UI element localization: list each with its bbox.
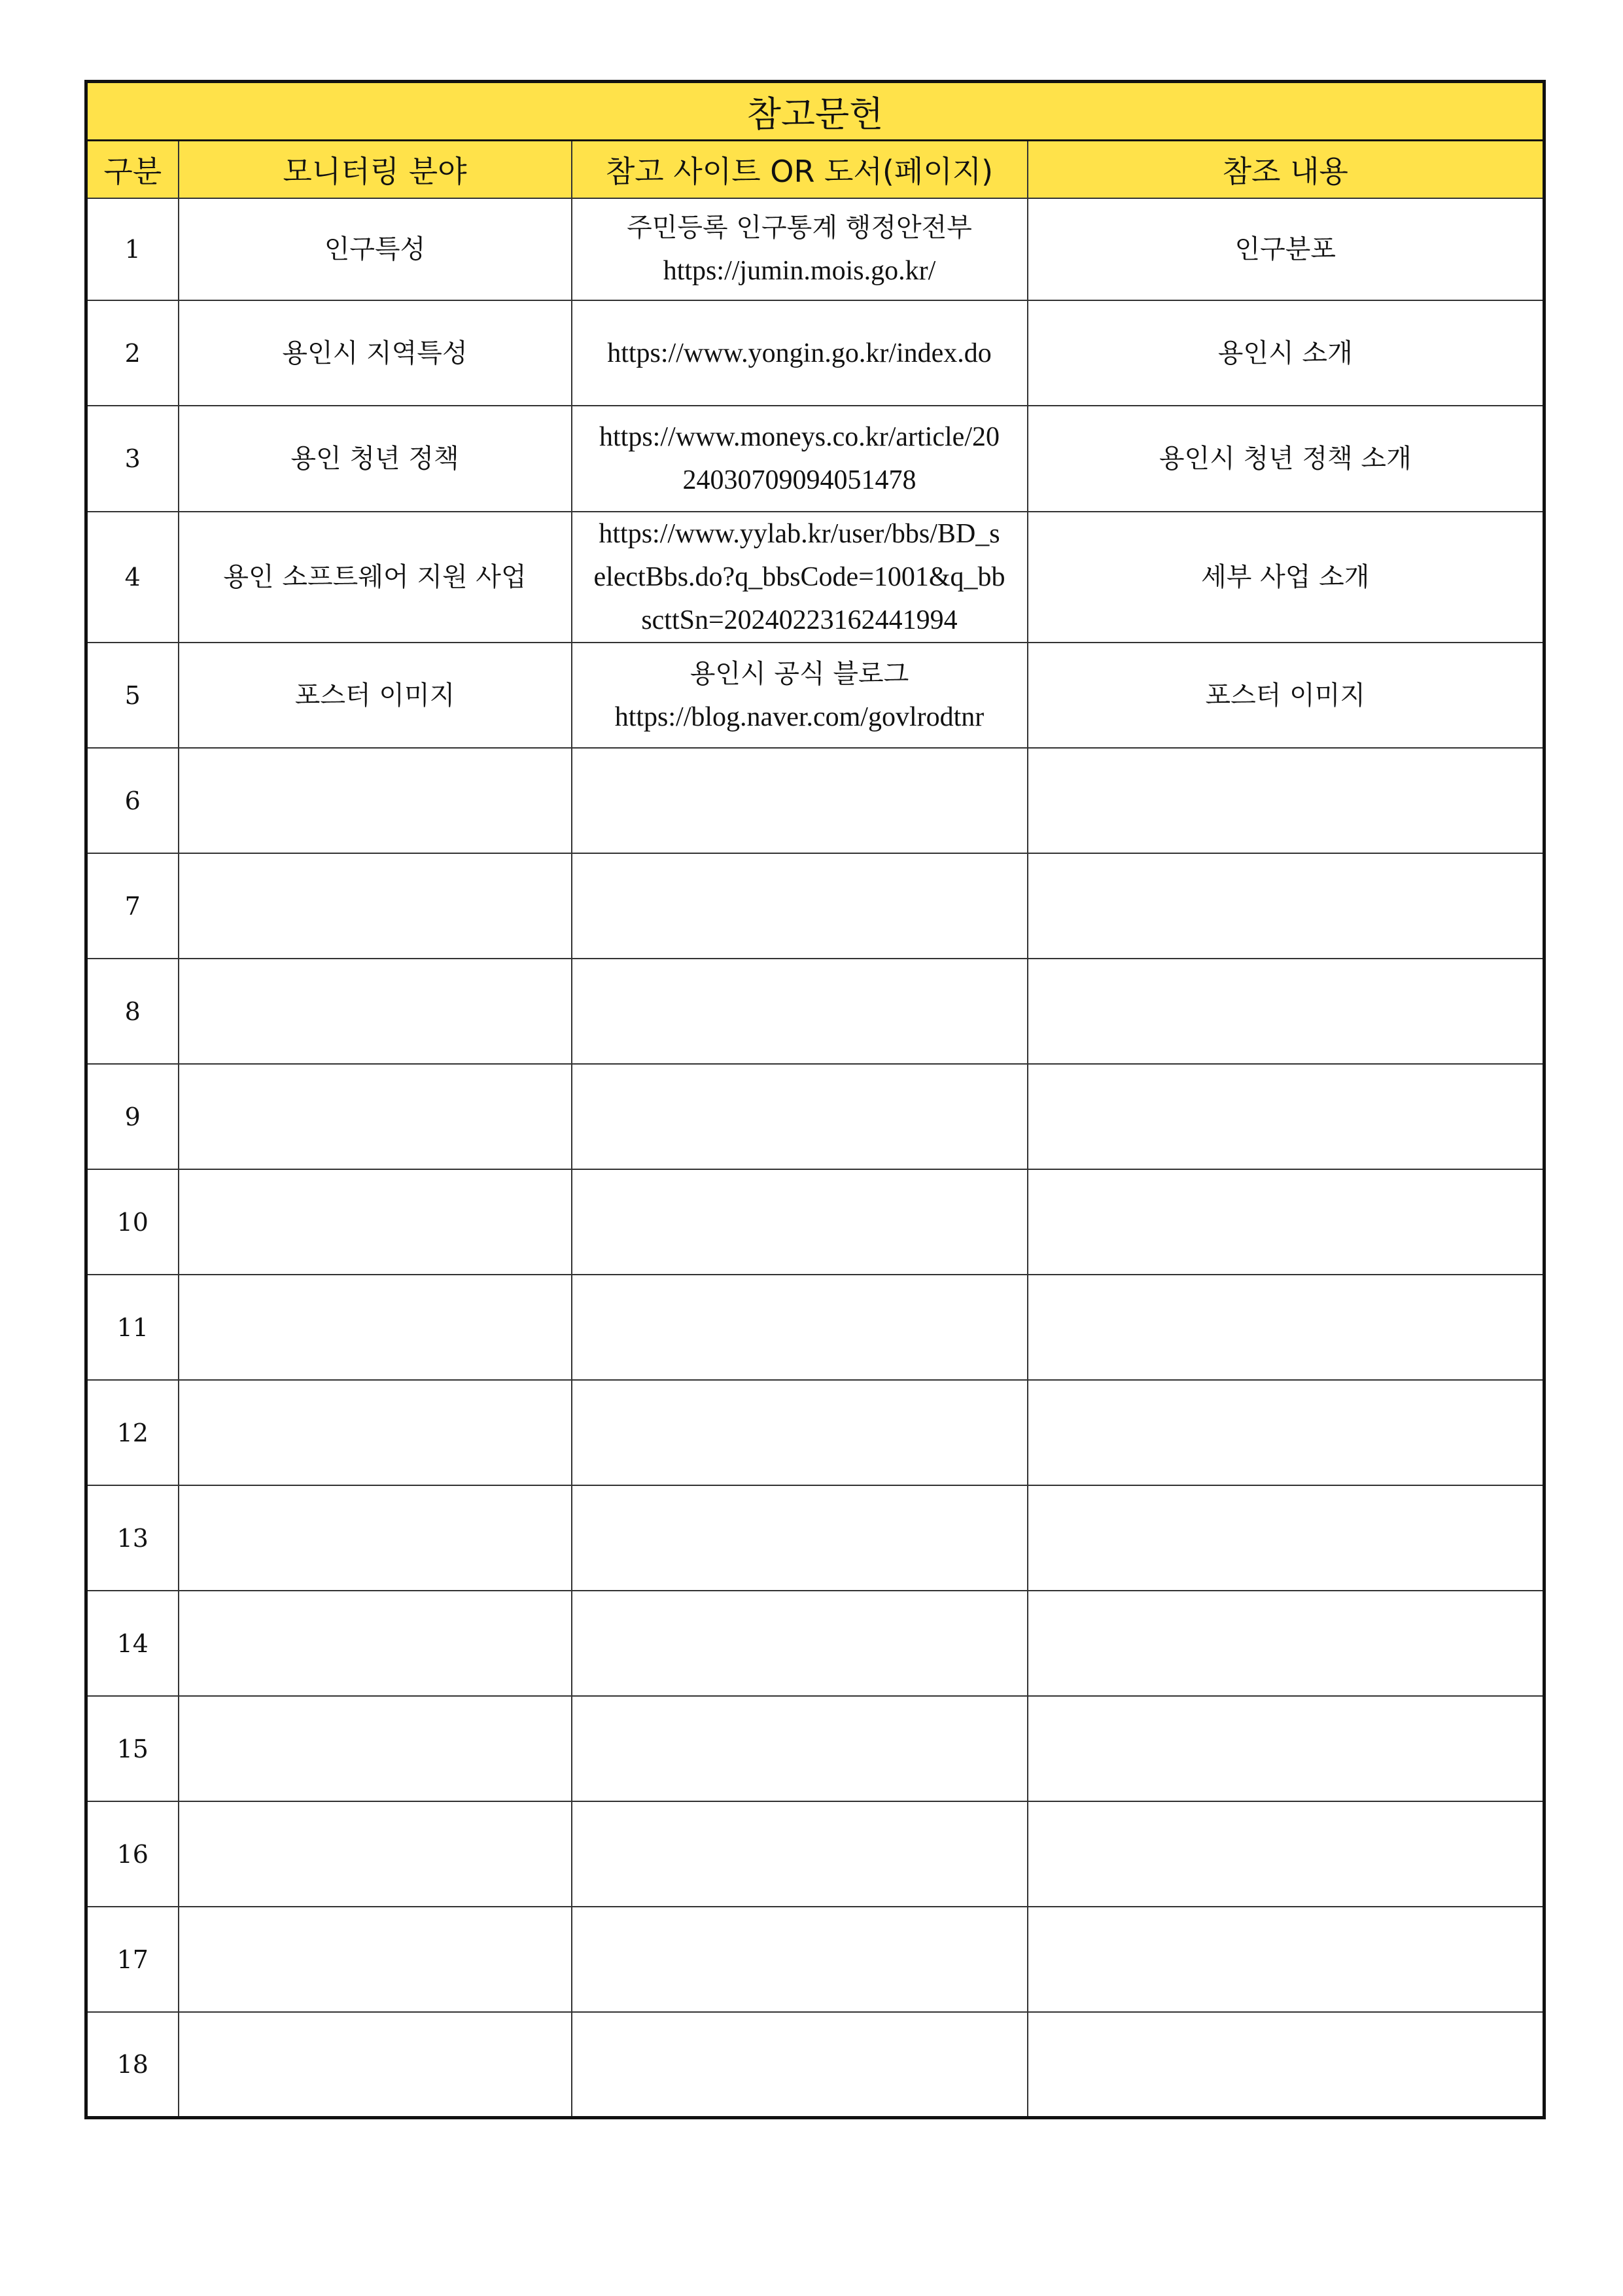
table-row (86, 1591, 1544, 1696)
table-row (86, 1275, 1544, 1380)
reference-source-cell (572, 1169, 1028, 1275)
reference-content-cell: 용인시 소개 (1028, 300, 1544, 406)
reference-source-cell (572, 512, 1028, 643)
row-number-cell: 8 (86, 959, 179, 1064)
table-row (86, 406, 1544, 512)
reference-source-cell (572, 198, 1028, 300)
row-number-cell: 10 (86, 1169, 179, 1275)
row-number-cell: 7 (86, 853, 179, 959)
reference-content-cell (1028, 1591, 1544, 1696)
monitoring-field-cell: 인구특성 (179, 198, 572, 300)
monitoring-field-cell: 용인시 지역특성 (179, 300, 572, 406)
reference-content-cell (1028, 1907, 1544, 2012)
table-row (86, 1485, 1544, 1591)
row-number-cell: 6 (86, 748, 179, 853)
row-number-cell: 12 (86, 1380, 179, 1485)
table-row (86, 1169, 1544, 1275)
row-number-cell: 17 (86, 1907, 179, 2012)
row-number-cell: 11 (86, 1275, 179, 1380)
table-row (86, 1907, 1544, 2012)
reference-table (84, 80, 1546, 2119)
reference-content-cell (1028, 1380, 1544, 1485)
monitoring-field-cell (179, 1485, 572, 1591)
monitoring-field-cell (179, 748, 572, 853)
monitoring-field-cell (179, 853, 572, 959)
reference-source-line: scttSn=20240223162441994 (641, 605, 958, 635)
row-number-cell: 16 (86, 1801, 179, 1907)
column-header-reference-source: 참고 사이트 OR 도서(페이지) (572, 141, 1028, 199)
row-number-cell: 3 (86, 406, 179, 512)
reference-source-cell (572, 643, 1028, 748)
table-title: 참고문헌 (86, 82, 1544, 141)
reference-source-line: electBbs.do?q_bbsCode=1001&q_bb (593, 562, 1005, 592)
reference-content-cell: 용인시 청년 정책 소개 (1028, 406, 1544, 512)
monitoring-field-cell (179, 1275, 572, 1380)
reference-source-line: https://blog.naver.com/govlrodtnr (614, 701, 985, 732)
reference-content-cell (1028, 2012, 1544, 2117)
table-row (86, 2012, 1544, 2117)
column-header-monitoring-field: 모니터링 분야 (179, 141, 572, 199)
reference-source-line: https://www.yylab.kr/user/bbs/BD_s (599, 519, 1000, 549)
reference-content-cell: 포스터 이미지 (1028, 643, 1544, 748)
row-number-cell: 9 (86, 1064, 179, 1169)
reference-source-cell (572, 1591, 1028, 1696)
reference-content-cell (1028, 1275, 1544, 1380)
table-row (86, 1064, 1544, 1169)
monitoring-field-cell: 용인 청년 정책 (179, 406, 572, 512)
table-row (86, 198, 1544, 300)
monitoring-field-cell: 포스터 이미지 (179, 643, 572, 748)
reference-content-cell (1028, 1169, 1544, 1275)
reference-content-cell (1028, 853, 1544, 959)
reference-source-cell (572, 1801, 1028, 1907)
row-number-cell: 4 (86, 512, 179, 643)
reference-source-cell (572, 1485, 1028, 1591)
monitoring-field-cell: 용인 소프트웨어 지원 사업 (179, 512, 572, 643)
monitoring-field-cell (179, 1169, 572, 1275)
reference-source-cell (572, 1275, 1028, 1380)
row-number-cell: 18 (86, 2012, 179, 2117)
table-row (86, 1801, 1544, 1907)
table-row (86, 300, 1544, 406)
reference-content-cell: 세부 사업 소개 (1028, 512, 1544, 643)
reference-content-cell (1028, 748, 1544, 853)
row-number-cell: 13 (86, 1485, 179, 1591)
monitoring-field-cell (179, 959, 572, 1064)
monitoring-field-cell (179, 1801, 572, 1907)
row-number-cell: 1 (86, 198, 179, 300)
reference-source-cell (572, 1907, 1028, 2012)
table-row (86, 748, 1544, 853)
row-number-cell: 5 (86, 643, 179, 748)
reference-source-cell (572, 1696, 1028, 1801)
monitoring-field-cell (179, 1907, 572, 2012)
reference-content-cell (1028, 1696, 1544, 1801)
table-row (86, 959, 1544, 1064)
monitoring-field-cell (179, 2012, 572, 2117)
monitoring-field-cell (179, 1064, 572, 1169)
reference-content-cell: 인구분포 (1028, 198, 1544, 300)
reference-content-cell (1028, 959, 1544, 1064)
column-header-category: 구분 (86, 141, 179, 199)
table-header-row (86, 141, 1544, 199)
table-row (86, 512, 1544, 643)
reference-source-cell (572, 959, 1028, 1064)
column-header-reference-content: 참조 내용 (1028, 141, 1544, 199)
reference-source-line: https://www.yongin.go.kr/index.do (607, 338, 992, 368)
reference-source-cell (572, 1380, 1028, 1485)
table-row (86, 1380, 1544, 1485)
table-row (86, 853, 1544, 959)
reference-source-line: 24030709094051478 (682, 465, 916, 495)
monitoring-field-cell (179, 1696, 572, 1801)
monitoring-field-cell (179, 1380, 572, 1485)
reference-source-line: 주민등록 인구통계 행정안전부 (627, 213, 972, 243)
table-body (86, 198, 1544, 2117)
reference-content-cell (1028, 1064, 1544, 1169)
reference-source-cell (572, 300, 1028, 406)
reference-source-cell (572, 2012, 1028, 2117)
row-number-cell: 2 (86, 300, 179, 406)
reference-source-line: 용인시 공식 블로그 (689, 658, 909, 689)
row-number-cell: 14 (86, 1591, 179, 1696)
reference-source-line: https://jumin.mois.go.kr/ (663, 256, 936, 286)
reference-content-cell (1028, 1485, 1544, 1591)
table-title-row (86, 82, 1544, 141)
monitoring-field-cell (179, 1591, 572, 1696)
reference-source-cell (572, 748, 1028, 853)
row-number-cell: 15 (86, 1696, 179, 1801)
reference-source-cell (572, 1064, 1028, 1169)
table-row (86, 1696, 1544, 1801)
reference-source-cell (572, 853, 1028, 959)
reference-source-line: https://www.moneys.co.kr/article/20 (599, 422, 1000, 452)
reference-content-cell (1028, 1801, 1544, 1907)
table-row (86, 643, 1544, 748)
reference-source-cell (572, 406, 1028, 512)
